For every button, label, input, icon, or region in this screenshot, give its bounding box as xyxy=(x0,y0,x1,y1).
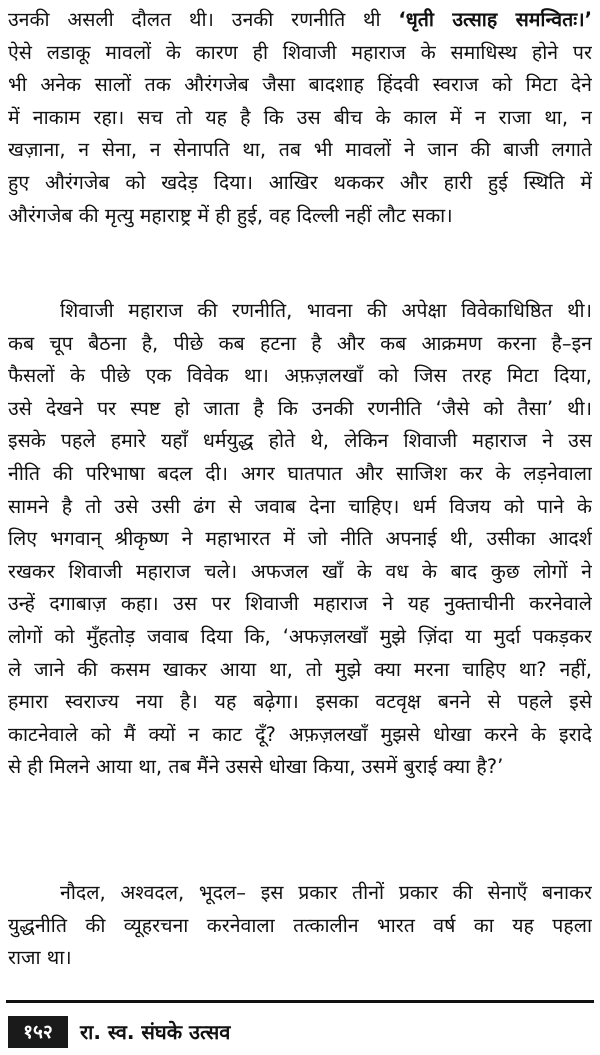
paragraph-1 xyxy=(8,4,592,232)
text-line: सामने है तो उसे उसी ढंग से जवाब देना चाहिए। धर्म विजय को पाने के xyxy=(8,494,592,518)
text-line: कब चूप बैठना है, पीछे कब हटना है और कब आक्रमण करना है–इन xyxy=(8,331,592,355)
text-line: में नाकाम रहा। सच तो यह है कि उस बीच के काल में न राजा था, न xyxy=(8,105,592,129)
text-line: रखकर शिवाजी महाराज चले। अफजल खाँ के वध के बाद कुछ लोगों ने xyxy=(8,559,592,583)
footer-divider xyxy=(6,1000,594,1003)
paragraph-2 xyxy=(8,295,592,784)
text-line: से ही मिलने आया था, तब मैंने उससे धोखा किया, उसमें बुराई क्या है?’ xyxy=(8,755,504,779)
text-line: फैसलों के पीछे एक विवेक था। अफ़ज़लखाँ को जिस तरह मिटा दिया, xyxy=(8,364,592,388)
text-line: उनकी असली दौलत थी। उनकी रणनीति थी ‘धृती उत्साह समन्वितः।’ xyxy=(8,8,592,31)
text-line: युद्धनीति की व्यूहरचना करनेवाला तत्कालीन भारत वर्ष का यह पहला xyxy=(8,913,592,937)
text-line: ऐसे लडाकू मावलों के कारण ही शिवाजी महाराज के समाधिस्थ होने पर xyxy=(8,40,592,64)
motto-quote: ‘धृती उत्साह समन्वितः।’ xyxy=(398,8,592,31)
text-line: औरंगजेब की मृत्यु महाराष्ट्र में ही हुई, वह दिल्ली नहीं लौट सका। xyxy=(8,203,453,227)
page-number-badge: १५२ xyxy=(8,1016,68,1048)
running-footer-title: रा. स्व. संघके उत्सव xyxy=(80,1020,231,1044)
text-line: उसे देखने पर स्पष्ट हो जाता है कि उनकी रणनीति ‘जैसे को तैसा’ थी। xyxy=(8,396,592,420)
text-line: राजा था। xyxy=(8,946,72,970)
text-line: हुए औरंगजेब को खदेड़ दिया। आखिर थककर और हारी हुई स्थिति में xyxy=(8,170,592,194)
paragraph-3 xyxy=(8,877,592,975)
text-line: ले जाने की कसम खाकर आया था, तो मुझे क्या मरना चाहिए था? नहीं, xyxy=(8,657,592,681)
text-line: खज़ाना, न सेना, न सेनापति था, तब भी मावलों ने जान की बाजी लगाते xyxy=(8,138,592,162)
text-line: लोगों को मुँहतोड़ जवाब दिया कि, ‘अफज़लखाँ मुझे ज़िंदा या मुर्दा पकड़कर xyxy=(8,624,592,648)
text-line: भी अनेक सालों तक औरंगजेब जैसा बादशाह हिंदवी स्वराज को मिटा देने xyxy=(8,73,592,97)
text-line: उन्हें दगाबाज़ कहा। उस पर शिवाजी महाराज ने यह नुक्ताचीनी करनेवाले xyxy=(8,592,592,616)
text-line: शिवाजी महाराज की रणनीति, भावना की अपेक्षा विवेकाधिष्ठित थी। xyxy=(60,299,592,322)
text-line: लिए भगवान् श्रीकृष्ण ने महाभारत में जो नीति अपनाई थी, उसीका आदर्श xyxy=(8,527,592,551)
text-line: काटनेवाले को मैं क्यों न काट दूँ? अफ़ज़लखाँ मुझसे धोखा करने के इरादे xyxy=(8,722,592,746)
text-line: हमारा स्वराज्य नया है। यह बढ़ेगा। इसका वटवृक्ष बनने से पहले इसे xyxy=(8,690,592,714)
text-line: नीति की परिभाषा बदल दी। अगर घातपात और साजिश कर के लड़नेवाला xyxy=(8,461,592,485)
text-line: नौदल, अश्वदल, भूदल– इस प्रकार तीनों प्रकार की सेनाएँ बनाकर xyxy=(60,881,592,904)
text-line: इसके पहले हमारे यहाँ धर्मयुद्ध होते थे, लेकिन शिवाजी महाराज ने उस xyxy=(8,429,592,453)
